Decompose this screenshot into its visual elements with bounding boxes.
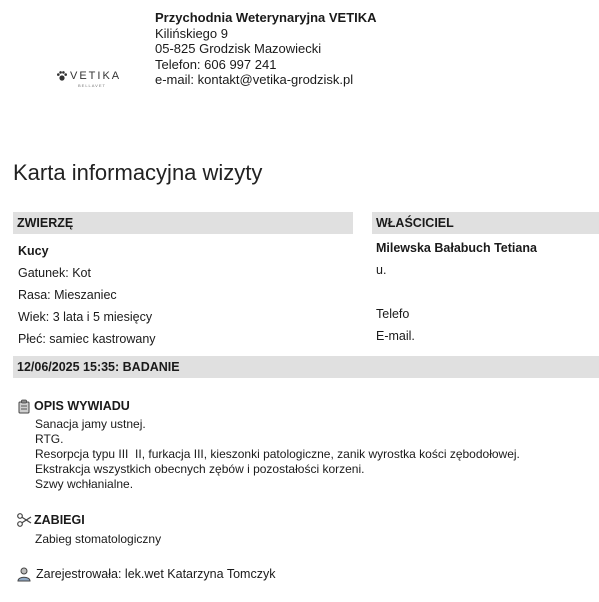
visit-header: 12/06/2025 15:35: BADANIE <box>13 356 599 378</box>
registered-by <box>16 566 275 582</box>
procedures-title: ZABIEGI <box>34 513 85 527</box>
paw-icon <box>56 70 68 82</box>
registered-by-text: Zarejestrowała: lek.wet Katarzyna Tomczyk <box>36 567 276 581</box>
procedures-section-title <box>16 512 85 528</box>
clinic-city: 05-825 Grodzisk Mazowiecki <box>155 41 322 56</box>
logo-text: VETIKA <box>70 70 122 82</box>
animal-name: Kucy <box>18 244 49 258</box>
interview-line: RTG. <box>35 432 64 446</box>
interview-line: Sanacja jamy ustnej. <box>35 417 146 431</box>
interview-section-title <box>16 398 130 414</box>
procedures-body <box>35 532 161 546</box>
interview-line: Resorpcja typu III II, furkacja III, kieszonki patologiczne, zanik wyrostka kości zębodołowej. <box>35 447 520 461</box>
page-title: Karta informacyjna wizyty <box>13 160 263 185</box>
interview-line: Ekstrakcja wszystkich obecnych zębów i pozostałości korzeni. <box>35 462 365 476</box>
clinic-logo <box>56 70 132 96</box>
interview-title: OPIS WYWIADU <box>34 399 130 413</box>
clipboard-icon <box>16 398 32 414</box>
owner-details <box>376 237 537 347</box>
procedure-line: Zabieg stomatologiczny <box>35 532 162 546</box>
owner-address: u. <box>376 263 387 277</box>
animal-details <box>18 240 156 350</box>
clinic-header <box>155 10 377 88</box>
owner-spacer <box>376 281 537 303</box>
owner-phone: Telefo <box>376 307 410 321</box>
clinic-street: Kilińskiego 9 <box>155 25 228 41</box>
animal-sex: Płeć: samiec kastrowany <box>18 332 156 346</box>
clinic-name: Przychodnia Weterynaryjna VETIKA <box>155 10 377 25</box>
clinic-email: e-mail: kontakt@vetika-grodzisk.pl <box>155 72 354 87</box>
interview-line: Szwy wchłanialne. <box>35 477 134 491</box>
animal-section-header: ZWIERZĘ <box>13 212 353 234</box>
scissors-icon <box>16 512 32 528</box>
animal-breed: Rasa: Mieszaniec <box>18 288 117 302</box>
animal-species: Gatunek: Kot <box>18 266 91 280</box>
animal-age: Wiek: 3 lata i 5 miesięcy <box>18 310 153 324</box>
clinic-phone: Telefon: 606 997 241 <box>155 56 277 72</box>
owner-name: Milewska Bałabuch Tetiana <box>376 241 537 255</box>
owner-section-header: WŁAŚCICIEL <box>372 212 599 234</box>
logo-subtext: BELLAVET <box>78 83 106 88</box>
owner-email: E-mail. <box>376 329 415 343</box>
user-icon <box>16 566 32 582</box>
interview-body <box>35 417 520 492</box>
